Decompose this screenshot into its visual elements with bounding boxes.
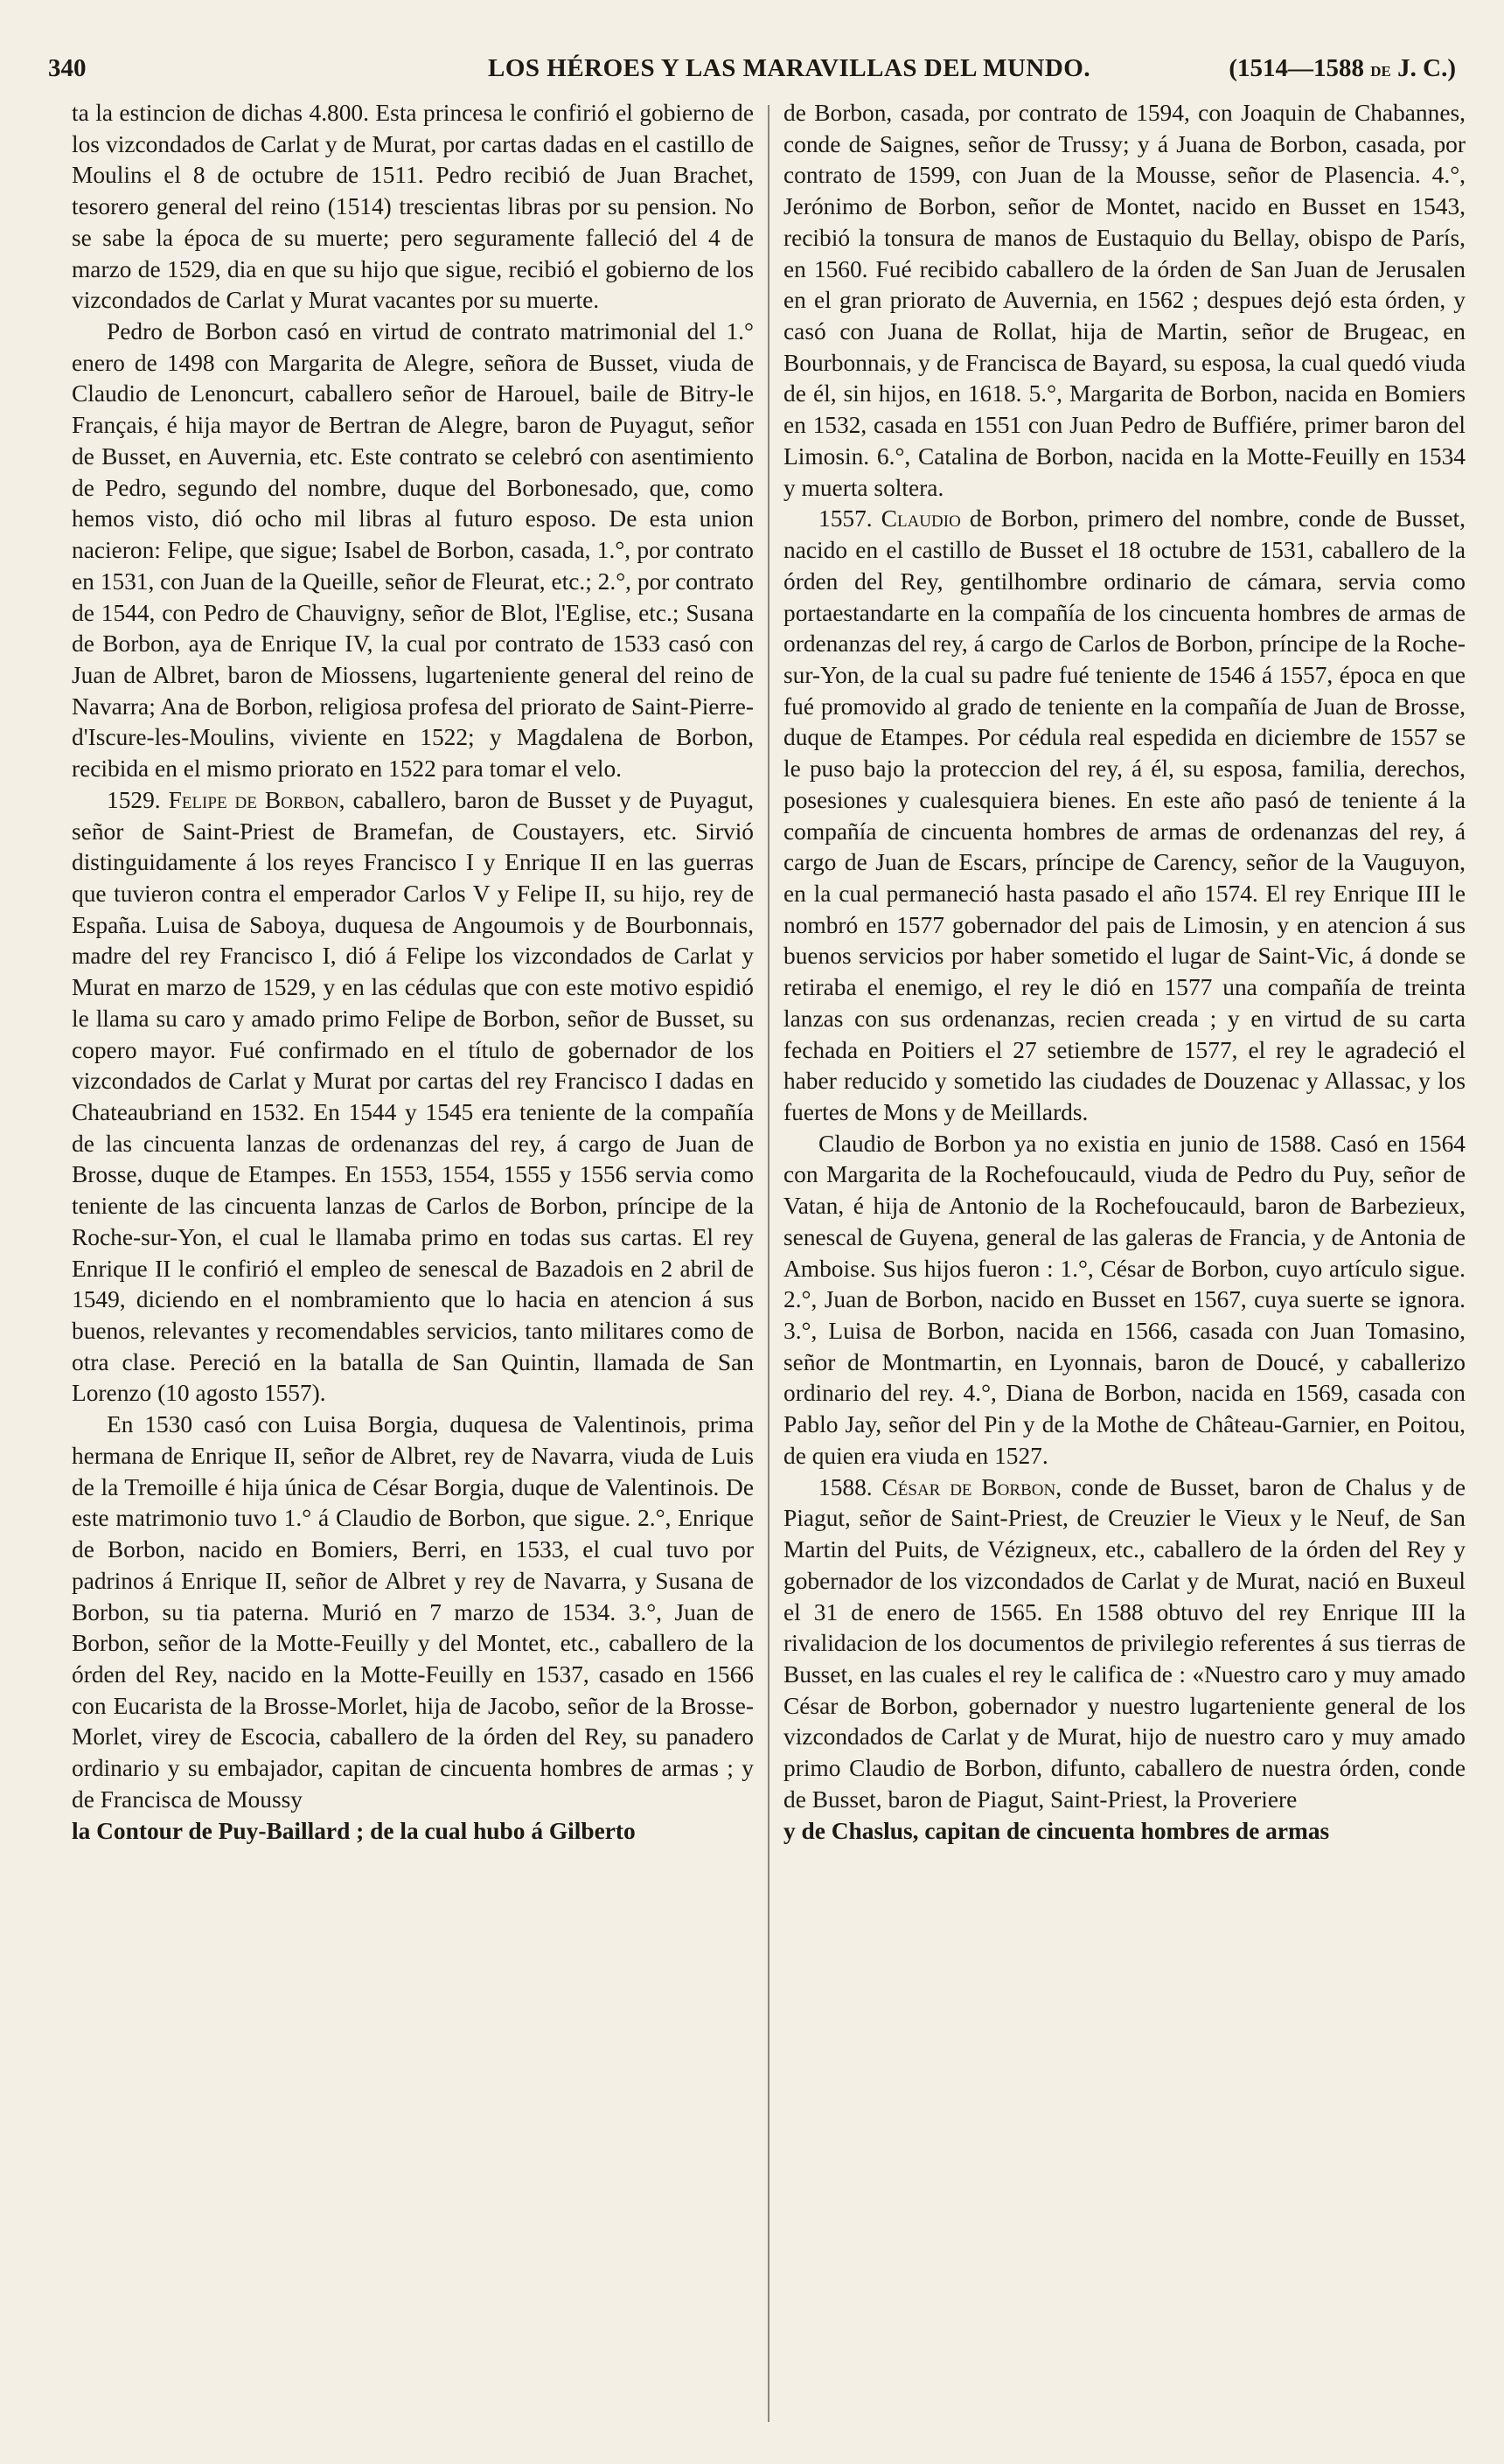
entry-year: 1557.: [818, 505, 881, 532]
date-range-suffix: J. C.): [1390, 54, 1456, 82]
entry-text: , conde de Busset, baron de Chalus y de Piagut, señor de Saint-Priest, de Creuzier le Vieux y le Neuf, de San Martin del Puits, de Vézigneux, etc., caballero de la órden del Rey y gobernador de los vizcondados de Carlat y de Murat, nació en Buxeul el 31 de enero de 1565. En 1588 obtuvo del rey Enrique III la rivalidacion de los documentos de privilegio referentes á sus tierras de Busset, en las cuales el rey le califica de : «Nuestro caro y muy amado César de Borbon, gobernador y nuestro lugarteniente general de los vizcondados de Carlat y de Murat, hijo de nuestro caro y muy amado primo Claudio de Borbon, difunto, caballero de nuestra órden, conde de Busset, baron de Piagut, Saint-Priest, la Proveriere: [783, 1473, 1466, 1813]
entry-name: Felipe de Borbon: [168, 786, 339, 813]
entry-name: Claudio: [881, 505, 961, 532]
entry-text: , caballero, baron de Busset y de Puyagut, señor de Saint-Priest de Bramefan, de Coustayers, etc. Sirvió distinguidamente á los reyes Francisco I y Enrique II en las guerras que tuvieron contra el emperador Carlos V y Felipe II, su hijo, rey de España. Luisa de Saboya, duquesa de Angoumois y de Bourbonnais, madre del rey Francisco I, dió á Felipe los vizcondados de Carlat y Murat en marzo de 1529, y en las cédulas que con este motivo espidió le llama su caro y amado primo Felipe de Borbon, señor de Busset, su copero mayor. Fué confirmado en el título de gobernador de los vizcondados de Carlat y Murat por cartas del rey Francisco I dadas en Chateaubriand en 1532. En 1544 y 1545 era teniente de la compañía de las cincuenta lanzas de ordenanzas del rey, á cargo de Juan de Brosse, duque de Etampes. En 1553, 1554, 1555 y 1556 servia como teniente de las cincuenta lanzas de Carlos de Borbon, príncipe de la Roche-sur-Yon, el cual le llamaba primo en todas sus cartas. El rey Enrique II le confirió el empleo de senescal de Bazadois en 2 abril de 1549, diciendo en el nombramiento que lo hacia en atencion á sus buenos, relevantes y recomendables servicios, tanto militares como de otra clase. Pereció en la batalla de San Quintin, llamada de San Lorenzo (10 agosto 1557).: [72, 786, 754, 1407]
paragraph: de Borbon, casada, por contrato de 1594, con Joaquin de Chabannes, conde de Saignes, señor de Trussy; y á Juana de Borbon, casada, por contrato de 1599, con Juan de la Mousse, señor de Plasencia. 4.°, Jerónimo de Borbon, señor de Montet, nacido en Busset en 1543, recibió la tonsura de manos de Eustaquio du Bellay, obispo de París, en 1560. Fué recibido caballero de la órden de San Juan de Jerusalen en el gran priorato de Auvernia, en 1562 ; despues dejó esta órden, y casó con Juana de Rollat, hija de Martin, señor de Brugeac, en Bourbonnais, y de Francisca de Bayard, su esposa, la cual quedó viuda de él, sin hijos, en 1618. 5.°, Margarita de Borbon, nacida en Bomiers en 1532, casada en 1551 con Juan Pedro de Buffiére, primer baron del Limosin. 6.°, Catalina de Borbon, nacida en la Motte-Feuilly en 1534 y muerta soltera.: [783, 100, 1466, 501]
entry-name: César de Borbon: [881, 1473, 1056, 1500]
entry-year: 1588.: [818, 1473, 882, 1500]
left-column: [72, 98, 754, 1847]
paragraph: En 1530 casó con Luisa Borgia, duquesa de Valentinois, prima hermana de Enrique II, señor de Albret, rey de Navarra, viuda de Luis de la Tremoille é hija única de César Borgia, duque de Valentinois. De este matrimonio tuvo 1.° á Claudio de Borbon, que sigue. 2.°, Enrique de Borbon, nacido en Bomiers, Berri, en 1533, el cual tuvo por padrinos á Enrique II, señor de Albret y rey de Navarra, y Susana de Borbon, su tia paterna. Murió en 7 marzo de 1534. 3.°, Juan de Borbon, señor de la Motte-Feuilly y del Montet, etc., caballero de la órden del Rey, nacido en la Motte-Feuilly en 1537, casado en 1566 con Eucarista de la Brosse-Morlet, hija de Jacobo, señor de la Brosse-Morlet, virey de Escocia, caballero de la órden del Rey, su panadero ordinario y su embajador, capitan de cincuenta hombres de armas ; y de Francisca de Moussy: [72, 1411, 754, 1813]
date-range-de: DE: [1370, 63, 1391, 80]
page-number: 340: [48, 54, 87, 82]
column-divider: [768, 105, 769, 2422]
paragraph: Claudio de Borbon ya no existia en junio de 1588. Casó en 1564 con Margarita de la Rochefoucauld, viuda de Pedro du Puy, señor de Vatan, é hija de Antonio de la Rochefoucauld, baron de Barbezieux, senescal de Guyena, general de las galeras de Francia, y de Antonia de Amboise. Sus hijos fueron : 1.°, César de Borbon, cuyo artículo sigue. 2.°, Juan de Borbon, nacido en Busset en 1567, cuya suerte se ignora. 3.°, Luisa de Borbon, nacida en 1566, casada con Juan Tomasino, señor de Montmartin, en Lyonnais, baron de Doucé, y caballerizo ordinario del rey. 4.°, Diana de Borbon, nacida en 1569, casada con Pablo Jay, señor del Pin y de la Mothe de Château-Garnier, en Poitou, de quien era viuda en 1527.: [783, 1130, 1466, 1469]
entry-text: de Borbon, primero del nombre, conde de Busset, nacido en el castillo de Busset el 18 octubre de 1531, caballero de la órden del Rey, gentilhombre ordinario de cámara, servia como portaestandarte en la compañía de los cincuenta hombres de armas de ordenanzas del rey, á cargo de Carlos de Borbon, príncipe de la Roche-sur-Yon, de la cual su padre fué teniente de 1546 á 1557, época en que fué promovido al grado de teniente en la compañía de Juan de Brosse, duque de Etampes. Por cédula real espedida en diciembre de 1557 se le puso bajo la proteccion del rey, á él, su esposa, familia, derechos, posesiones y cualesquiera bienes. En este año pasó de teniente á la compañía de cincuenta hombres de armas de ordenanzas del rey, á cargo de Juan de Escars, príncipe de Carency, señor de la Vauguyon, en la cual permaneció hasta pasado el año 1574. El rey Enrique III le nombró en 1577 gobernador del pais de Limosin, y en atencion á sus buenos servicios por haber sometido el lugar de Saint-Vic, á donde se retiraba el enemigo, el rey le dió en 1577 una compañía de treinta lanzas con sus ordenanzas, recien creada ; y en virtud de su carta fechada en Poitiers el 27 setiembre de 1577, el rey le agradeció el haber reducido y sometido las ciudades de Douzenac y Allassac, y los fuertes de Mons y de Meillards.: [783, 505, 1466, 1125]
entry-year: 1529.: [107, 786, 169, 813]
running-title: LOS HÉROES Y LAS MARAVILLAS DEL MUNDO.: [488, 54, 1091, 82]
entry-paragraph: [783, 504, 1466, 1128]
right-column: [783, 98, 1466, 1847]
date-range-prefix: (1514—1588: [1229, 54, 1371, 82]
paragraph: ta la estincion de dichas 4.800. Esta princesa le confirió el gobierno de los vizcondados de Carlat y de Murat, por cartas dadas en el castillo de Moulins el 8 de octubre de 1511. Pedro recibió de Juan Brachet, tesorero general del reino (1514) trescientas libras por su pension. No se sabe la época de su muerte; pero seguramente falleció del 4 de marzo de 1529, dia en que su hijo que sigue, recibió el gobierno de los vizcondados de Carlat y Murat vacantes por su muerte.: [72, 100, 754, 314]
paragraph: Pedro de Borbon casó en virtud de contrato matrimonial del 1.° enero de 1498 con Margarita de Alegre, señora de Busset, viuda de Claudio de Lenoncurt, caballero señor de Harouel, baile de Bitry-le Français, é hija mayor de Bertran de Alegre, baron de Puyagut, señor de Busset, en Auvernia, etc. Este contrato se celebró con asentimiento de Pedro, segundo del nombre, duque del Borbonesado, que, como hemos visto, dió ocho mil libras al futuro esposo. De esta union nacieron: Felipe, que sigue; Isabel de Borbon, casada, 1.°, por contrato en 1531, con Juan de la Queille, señor de Fleurat, etc.; 2.°, por contrato de 1544, con Pedro de Chauvigny, señor de Blot, l'Eglise, etc.; Susana de Borbon, aya de Enrique IV, la cual por contrato de 1533 casó con Juan de Albret, baron de Miossens, lugarteniente general del reino de Navarra; Ana de Borbon, religiosa profesa del priorato de Saint-Pierre-d'Iscure-les-Moulins, viviente en 1522; y Magdalena de Borbon, recibida en el mismo priorato en 1522 para tomar el velo.: [72, 318, 754, 783]
date-range: [1229, 54, 1456, 83]
entry-paragraph: [72, 785, 754, 1409]
entry-paragraph: [783, 1472, 1466, 1816]
last-line: la Contour de Puy-Baillard ; de la cual hubo á Gilberto: [72, 1817, 636, 1844]
last-line: y de Chaslus, capitan de cincuenta hombres de armas: [783, 1817, 1330, 1844]
running-header: [48, 54, 1456, 94]
